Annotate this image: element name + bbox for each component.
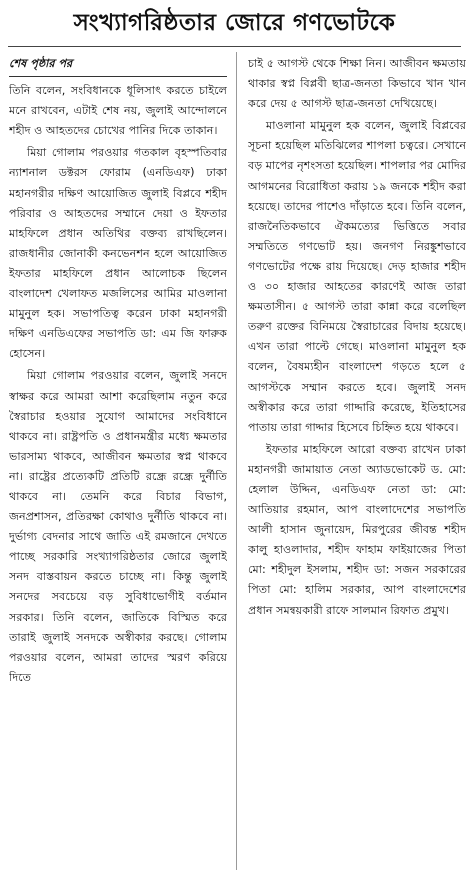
column-divider — [236, 52, 237, 870]
right-column — [248, 54, 466, 869]
paragraph: মিয়া গোলাম পরওয়ার বলেন, জুলাই সনদে স্বাক্ষর করে আমরা আশা করেছিলাম নতুন করে স্বৈরাচার হওয়ার সুযোগ আমাদের সংবিধানে থাকবে না। রাষ্ট্রপতি ও প্রধানমন্ত্রীর মধ্যে ক্ষমতার ভারসাম্য থাকবে, আজীবন ক্ষমতার স্বপ্ন থাকবে না। রাষ্ট্রের প্রত্যেকটি প্রতিটি রন্ধ্রে রন্ধ্রে দুর্নীতি থাকবে না। তেমনি করে বিচার বিভাগ, জনপ্রশাসন, প্রতিরক্ষা কোথাও দুর্নীতি থাকবে না। দুর্ভাগ্য বেদনার সাথে জাতি এই রমজানে দেখতে পাচ্ছে সরকারি সংখ্যাগরিষ্ঠতার জোরে জুলাই সনদ বাস্তবায়ন করতে চাচ্ছে না। কিন্তু জুলাই সনদের সবচেয়ে বড় সুবিধাভোগীই বর্তমান সরকার। তিনি বলেন, জাতিকে বিস্মিত করে তারাই জুলাই সনদকে অস্বীকার করছে। গোলাম পরওয়ার বলেন, আমরা তাদের স্মরণ করিয়ে দিতে — [9, 369, 227, 684]
headline: সংখ্যাগরিষ্ঠতার জোরে গণভোটকে — [73, 8, 396, 36]
left-column — [9, 54, 227, 869]
continuation-kicker: শেষ পৃষ্ঠার পর — [9, 54, 227, 77]
paragraph: মাওলানা মামুনুল হক বলেন, জুলাই বিপ্লবের সূচনা হয়েছিল মতিঝিলের শাপলা চত্বরে। সেখানে বড় মাপের নৃশংসতা হয়েছিল। শাপলার পর মোদির আগমনের বিরোধিতা করায় ১৯ জনকে শহীদ করা হয়েছে। তাদের পাশেও দাঁড়াতে হবে। তিনি বলেন, রাজনৈতিকভাবে ঐকমত্যের ভিত্তিতে সবার সম্মতিতে গণভোট হয়। জনগণ নিরঙ্কুশভাবে গণভোটের পক্ষে রায় দিয়েছে। দেড় হাজার শহীদ ও ৩০ হাজার আহতের কারণেই আজ তারা ক্ষমতাসীন। ৫ আগস্ট তারা কান্না করে বলেছিল তরুণ রক্তের বিনিময়ে স্বৈরাচারের বিদায় হয়েছে। এখন তারা পাল্টে গেছে। মাওলানা মামুনুল হক বলেন, বৈষম্যহীন বাংলাদেশ গড়তে হলে ৫ আগস্টকে সম্মান করতে হবে। জুলাই সনদ অস্বীকার করে তারা গাদ্দারি করেছে, ইতিহাসের পাতায় তারা গাদ্দার হিসেবে চিহ্নিত হয়ে থাকবে। — [248, 119, 466, 434]
headline-rule — [8, 46, 461, 47]
paragraph: তিনি বলেন, সংবিধানকে ধূলিসাৎ করতে চাইলে মনে রাখবেন, এটাই শেষ নয়, জুলাই আন্দোলনে শহীদ ও আহতদের চোখের পানির দিকে তাকান। — [9, 84, 227, 138]
paragraph: ইফতার মাহফিলে আরো বক্তব্য রাখেন ঢাকা মহানগরী জামায়াত নেতা অ্যাডভোকেট ড. মো: হেলাল উদ্দিন, এনডিএফ নেতা ডা: মো: আতিয়ার রহমান, আপ বাংলাদেশের সভাপতি আলী হাসান জুনায়েদ, মিরপুরের জীবন্ত শহীদ কালু হাওলাদার, শহীদ ফাহাম ফাইয়াজের পিতা মো: শহীদুল ইসলাম, শহীদ ডা: সজন সরকারের পিতা মো: হালিম সরকার, আপ বাংলাদেশের প্রধান সমন্বয়কারী রাফে সালমান রিফাত প্রমুখ। — [248, 442, 466, 617]
paragraph: চাই ৫ আগস্ট থেকে শিক্ষা নিন। আজীবন ক্ষমতায় থাকার স্বপ্ন বিপ্লবী ছাত্র-জনতা কিভাবে খান খান করে দেয় ৫ আগস্ট ছাত্র-জনতা দেখিয়েছে। — [248, 57, 466, 111]
paragraph: মিয়া গোলাম পরওয়ার গতকাল বৃহস্পতিবার ন্যাশনাল ডক্টরস ফোরাম (এনডিএফ) ঢাকা মহানগরীর দক্ষিণ আয়োজিত জুলাই বিপ্লবে শহীদ পরিবার ও আহতদের সম্মানে দেয়া ও ইফতার মাহফিলে প্রধান অতিথির বক্তব্য রাখছিলেন। রাজধানীর জোনাকী কনভেনশন হলে আয়োজিত ইফতার মাহফিলে প্রধান আলোচক ছিলেন বাংলাদেশ খেলাফত মজলিসের আমির মাওলানা মামুনুল হক। সভাপতিত্ব করেন ঢাকা মহানগরী দক্ষিণ এনডিএফের সভাপতি ডা: এম জি ফারুক হোসেন। — [9, 146, 227, 361]
